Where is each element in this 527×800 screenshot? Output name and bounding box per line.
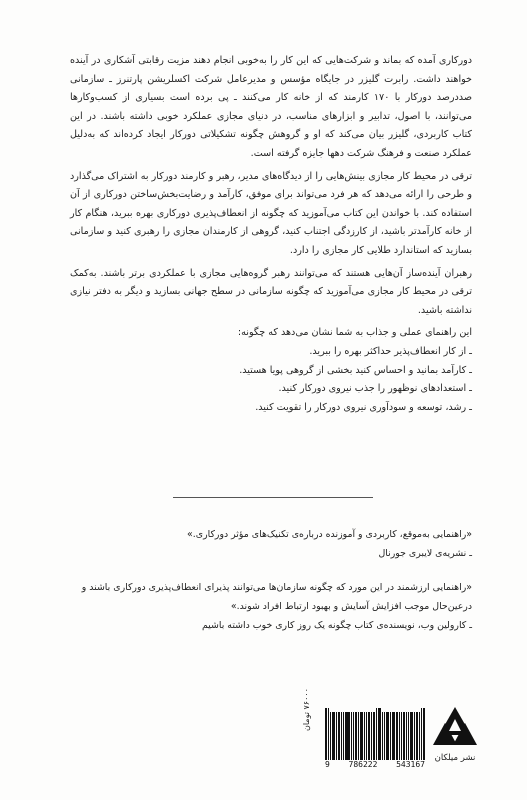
barcode-bar <box>399 712 400 760</box>
benefits-list <box>70 343 472 417</box>
quote-source: ـ کارولین وب، نویسنده‌ی کتاب چگونه یک روز کاری خوب داشته باشیم <box>201 620 472 631</box>
publisher-name: نشر میلکان <box>434 753 476 763</box>
barcode-bar <box>401 712 402 760</box>
barcode-bar <box>373 712 375 760</box>
barcode-bar <box>353 712 354 760</box>
barcode-bar <box>330 712 331 760</box>
barcode-number <box>325 760 425 769</box>
quote-text: «راهنمایی به‌موقع، کاربردی و آموزنده درباره‌ی تکنیک‌های مؤثر دورکاری.» <box>187 529 472 540</box>
barcode-bar <box>410 712 413 760</box>
review-quote-2 <box>62 578 472 635</box>
blurb <box>70 52 472 417</box>
barcode-bar <box>406 712 407 760</box>
barcode-bar <box>336 712 337 760</box>
barcode-bar <box>347 712 350 760</box>
list-item: ـ رشد، توسعه و سودآوری نیروی دورکار را تقویت کنید. <box>255 401 472 413</box>
paragraph-2: ترقی در محیط کار مجازی بینش‌هایی را از دیدگاه‌های مدیر، رهبر و کارمند دورکار به اشتراک می‌گذارد و طرحی را ارائه می‌دهد که هر فرد می‌تواند برای موفق، کارآمد و رضایت‌بخش‌ساختن دورکاری از آن استفاده کند. با خواندن این کتاب می‌آموزید که چگونه از انعطاف‌پذیری دورکاری بهره ببرید، هنگام کار از خانه کارآمدتر باشید، از کارزدگی اجتناب کنید، گروهی از کارمندان مجازی را رهبری کنید و سازمانی بسازید که استاندارد طلایی کار مجازی را دارد. <box>70 170 472 256</box>
barcode-bar <box>341 712 342 760</box>
barcode-bar <box>421 708 422 760</box>
divider <box>173 497 373 498</box>
barcode-bar <box>392 712 395 760</box>
barcode-bar <box>358 712 359 760</box>
barcode-bar <box>384 712 385 760</box>
paragraph-1: دورکاری آمده که بماند و شرکت‌هایی که این کار را به‌خوبی انجام دهند مزیت رقابتی آشکاری در آینده خواهند داشت. رابرت گلیزر در جایگاه مؤسس و مدیرعامل شرکت اکسلریشن پارتنرز ـ سازمانی صددرصد دورکار با ۱۷۰ کارمند که از خانه کار می‌کنند ـ پی برده است بسیاری از کسب‌وکارها می‌توانند، با اصول، تدابیر و ابزارهای مناسب، در دنیای مجازی عملکرد خوبی داشته باشند. در این کتاب کاربردی، گلیزر بیان می‌کند که او و گروهش چگونه تشکیلاتی دورکار ایجاد کرده‌اند که به‌دلیل عملکرد صنعت و فرهنگ شرکت دهها جایزه گرفته است. <box>70 55 472 159</box>
barcode-bar <box>371 712 372 760</box>
publisher-logo <box>429 705 481 771</box>
list-item: ـ استعدادهای نوظهور را جذب نیروی دورکار کنید. <box>278 383 472 395</box>
barcode-bar <box>403 712 405 760</box>
list-item: ـ از کار انعطاف‌پذیر حداکثر بهره را ببرید. <box>309 345 472 357</box>
barcode-bar <box>388 712 389 760</box>
barcode-bar <box>386 712 388 760</box>
list-item: ـ کارآمد بمانید و احساس کنید بخشی از گروهی پویا هستید. <box>239 364 472 376</box>
barcode-bar <box>328 708 329 760</box>
price-label: ۷۶۰۰۰ تومان <box>302 688 311 731</box>
barcode-bar <box>366 712 367 760</box>
barcode-bar <box>345 712 347 760</box>
barcode-digit-group: 9 <box>325 760 330 769</box>
quote-text: «راهنمایی ارزشمند در این مورد که چگونه سازمان‌ها می‌توانند پذیرای انعطاف‌پذیری دورکاری باشند و درعین‌حال موجب افزایش آسایش و بهبود ارتباط افراد شوند.» <box>81 582 472 612</box>
barcode-bar <box>423 708 425 760</box>
barcode-bar <box>408 712 409 760</box>
review-quote-1 <box>62 525 472 563</box>
barcode-bar <box>343 712 344 760</box>
barcode-bar <box>338 712 340 760</box>
mountain-triangles-logo-icon <box>433 705 477 751</box>
barcode-bar <box>416 712 418 760</box>
barcode-bar <box>419 712 420 760</box>
barcode-bar <box>414 712 415 760</box>
paragraph-3: رهبران آینده‌ساز آن‌هایی هستند که می‌توانند رهبر گروه‌هایی مجازی با عملکردی برتر باشند. به‌کمک ترقی در محیط کار مجازی می‌آموزید که چگونه سازمانی در سطح جهانی بسازید و دیگر به دفتر نیازی نداشته باشید. <box>70 267 472 316</box>
quote-source: ـ نشریه‌ی لایبری جورنال <box>378 548 472 559</box>
barcode-bar <box>376 708 377 760</box>
barcode-bar <box>364 712 365 760</box>
isbn-barcode <box>325 708 425 774</box>
barcode-digit-group: 543167 <box>396 760 425 769</box>
barcode-bars <box>325 708 425 760</box>
barcode-bar <box>351 712 352 760</box>
barcode-bar <box>368 712 370 760</box>
barcode-bar <box>382 712 383 760</box>
barcode-bar <box>360 712 363 760</box>
barcode-bar <box>332 712 335 760</box>
barcode-bar <box>378 708 381 760</box>
barcode-bar <box>396 712 398 760</box>
barcode-bar <box>390 712 391 760</box>
barcode-bar <box>355 712 357 760</box>
barcode-bar <box>325 708 327 760</box>
paragraph-4: این راهنمای عملی و جذاب به شما نشان می‌دهد که چگونه: <box>237 327 472 339</box>
barcode-digit-group: 786222 <box>348 760 378 769</box>
